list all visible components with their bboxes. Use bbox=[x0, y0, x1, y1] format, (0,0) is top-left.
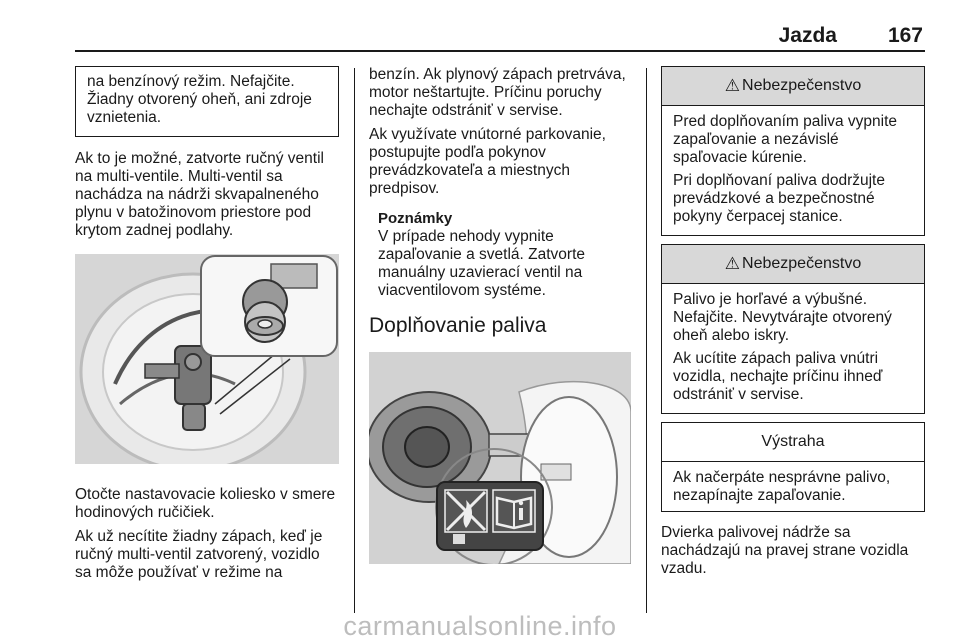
paragraph: Ak to je možné, zatvorte ručný ventil na multi-ventile. Multi-ventil sa nachádza na nádrži skvapalneného plynu v batožinovom priestore pod krytom zadnej podlahy. bbox=[75, 150, 324, 239]
danger-box-1 bbox=[661, 66, 925, 236]
fuel-flap-illustration bbox=[369, 352, 631, 564]
column-divider bbox=[646, 68, 647, 613]
continued-warning-box bbox=[75, 66, 339, 137]
caution-box-header: Výstraha bbox=[662, 423, 924, 462]
fuel-flap-drawing bbox=[369, 352, 631, 564]
section-heading: Doplňovanie paliva bbox=[369, 314, 547, 337]
danger-box-title: Nebezpečenstvo bbox=[742, 77, 862, 94]
multivalve-illustration bbox=[75, 254, 339, 464]
danger-box-header bbox=[662, 245, 924, 284]
paragraph: Dvierka palivovej nádrže sa nachádzajú na pravej strane vozidla vzadu. bbox=[661, 524, 909, 577]
caution-box-text: Ak načerpáte nesprávne palivo, nezapínajte zapaľovanie. bbox=[673, 469, 891, 504]
danger-box-2 bbox=[661, 244, 925, 414]
column-divider bbox=[354, 68, 355, 613]
caution-box bbox=[661, 422, 925, 512]
watermark: carmanualsonline.info bbox=[343, 611, 617, 641]
warning-triangle-icon: ⚠ bbox=[724, 76, 741, 95]
section-title: Jazda bbox=[778, 24, 837, 47]
column-3 bbox=[661, 66, 925, 584]
note-title: Poznámky bbox=[378, 210, 453, 227]
continued-warning-text: na benzínový režim. Nefajčite. Žiadny otvorený oheň, ani zdroje vznietenia. bbox=[87, 73, 312, 126]
danger-box-text: Palivo je horľavé a výbušné. Nefajčite. Nevytvárajte otvorený oheň alebo iskry. bbox=[673, 291, 892, 344]
multivalve-drawing bbox=[75, 254, 339, 464]
warning-triangle-icon: ⚠ bbox=[724, 254, 741, 273]
header-rule bbox=[75, 50, 925, 52]
danger-box-text: Pri doplňovaní paliva dodržujte prevádzkové a bezpečnostné pokyny čerpacej stanice. bbox=[673, 172, 885, 225]
page-header bbox=[0, 0, 960, 52]
note-text: V prípade nehody vypnite zapaľovanie a svetlá. Zatvorte manuálny uzavierací ventil na viacventilovom systéme. bbox=[378, 228, 585, 299]
paragraph: Ak využívate vnútorné parkovanie, postupujte podľa pokynov prevádzkovateľa a miestnych predpisov. bbox=[369, 126, 606, 197]
paragraph: Otočte nastavovacie koliesko v smere hodinových ručičiek. bbox=[75, 486, 336, 521]
paragraph: benzín. Ak plynový zápach pretrváva, motor neštartujte. Príčinu poruchy nechajte odstrániť v servise. bbox=[369, 66, 626, 119]
danger-box-header bbox=[662, 67, 924, 106]
column-2 bbox=[369, 66, 633, 564]
danger-box-title: Nebezpečenstvo bbox=[742, 255, 862, 272]
column-1 bbox=[75, 66, 339, 588]
page-number: 167 bbox=[887, 24, 923, 47]
paragraph: Ak už necítite žiadny zápach, keď je ručný multi-ventil zatvorený, vozidlo sa môže používať v režime na bbox=[75, 528, 323, 581]
danger-box-text: Ak ucítite zápach paliva vnútri vozidla, nechajte príčinu ihneď odstrániť v servise. bbox=[673, 350, 883, 403]
danger-box-text: Pred doplňovaním paliva vypnite zapaľovanie a nezávislé spaľovacie kúrenie. bbox=[673, 113, 898, 166]
note-block bbox=[369, 210, 633, 300]
